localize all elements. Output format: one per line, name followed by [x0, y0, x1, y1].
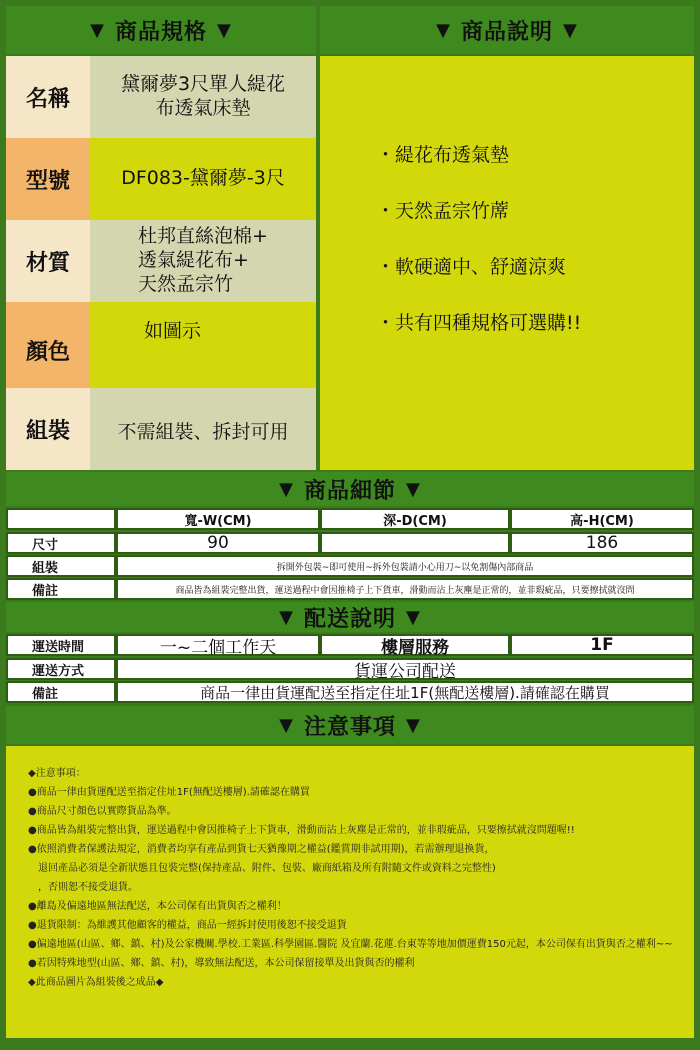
shipping-remark-label: 備註 [6, 681, 116, 703]
spec-value-material: 杜邦直絲泡棉+ 透氣緹花布+ 天然孟宗竹 [90, 220, 316, 302]
spec-label-color: 顏色 [6, 302, 90, 388]
shipping-table [6, 634, 694, 704]
spec-label-model: 型號 [6, 138, 90, 220]
note-item: ●退貨限制：為維護其他顧客的權益，商品一經拆封使用後恕不接受退貨 [28, 920, 347, 931]
shipping-floor-label: 樓層服務 [320, 634, 510, 656]
shipping-time-label: 運送時間 [6, 634, 116, 656]
down-triangle-icon: ▼ [217, 19, 232, 41]
note-item: ◆此商品圖片為組裝後之成品◆ [28, 977, 164, 988]
shipping-time-value: 一~二個工作天 [116, 634, 320, 656]
down-triangle-icon: ▼ [406, 478, 421, 500]
shipping-remark-value: 商品一律由貨運配送至指定住址1F(無配送樓層).請確認在購買 [116, 681, 694, 703]
spec-value-assembly: 不需組裝、拆封可用 [90, 388, 316, 470]
note-item: ●偏遠地區(山區、鄉、鎮、村)及公家機關.學校.工業區.科學園區.醫院 及宜蘭.花蓮.台東等等地加價運費150元起，本公司保有出貨與否之權利~~ [28, 939, 673, 950]
detail-size-label: 尺寸 [6, 532, 116, 554]
detail-assembly-label: 組裝 [6, 555, 116, 577]
shipping-header: ▼ 配送說明 ▼ [6, 602, 694, 632]
detail-col-w: 寬-W(CM) [116, 508, 320, 530]
down-triangle-icon: ▼ [406, 606, 421, 628]
down-triangle-icon: ▼ [279, 606, 294, 628]
notes-header: ▼ 注意事項 ▼ [6, 706, 694, 744]
shipping-method-value: 貨運公司配送 [116, 658, 694, 680]
down-triangle-icon: ▼ [436, 19, 451, 41]
desc-item: ・天然孟宗竹蓆 [376, 199, 510, 222]
note-item: ●離島及偏遠地區無法配送，本公司保有出貨與否之權利！ [28, 901, 287, 912]
spec-value-color: 如圖示 [90, 302, 316, 388]
down-triangle-icon: ▼ [563, 19, 578, 41]
note-item: 退回產品必須是全新狀態且包裝完整(保持產品、附件、包裝、廠商紙箱及所有附隨文件或資料之完整性) [28, 863, 496, 874]
note-item: ●商品一律由貨運配送至指定住址1F(無配送樓層).請確認在購買 [28, 787, 310, 798]
detail-remark-label: 備註 [6, 578, 116, 600]
spec-value-name: 黛爾夢3尺單人緹花 布透氣床墊 [90, 56, 316, 138]
detail-assembly-value: 拆開外包裝~即可使用~拆外包裝請小心用刀~以免割傷內部商品 [116, 555, 694, 577]
note-item: ●若因特殊地型(山區、鄉、鎮、村)，導致無法配送，本公司保留接單及出貨與否的權利 [28, 958, 415, 969]
down-triangle-icon: ▼ [90, 19, 105, 41]
detail-table [6, 508, 694, 600]
spec-label-material: 材質 [6, 220, 90, 302]
note-item: ◆注意事項： [28, 768, 86, 779]
desc-header: ▼ 商品說明 ▼ [320, 6, 694, 54]
notes-list [6, 746, 694, 992]
note-item: ●商品皆為組裝完整出貨，運送過程中會因推椅子上下貨車，滑動而沾上灰塵是正常的，並非瑕疵品，只要擦拭就沒問題喔!! [28, 825, 575, 836]
detail-col-h: 高-H(CM) [510, 508, 694, 530]
spec-table [6, 56, 316, 470]
notes-panel [6, 746, 694, 1038]
down-triangle-icon: ▼ [406, 714, 421, 736]
desc-item: ・共有四種規格可選購!! [376, 311, 582, 334]
detail-header: ▼ 商品細節 ▼ [6, 472, 694, 506]
spec-label-name: 名稱 [6, 56, 90, 138]
desc-list [376, 125, 581, 349]
down-triangle-icon: ▼ [279, 478, 294, 500]
detail-width-value: 90 [116, 532, 320, 554]
note-item: ●商品尺寸顏色以實際貨品為準。 [28, 806, 177, 817]
desc-item: ・緹花布透氣墊 [376, 143, 510, 166]
detail-height-value: 186 [510, 532, 694, 554]
shipping-floor-value: 1F [510, 634, 694, 656]
note-item: ●依照消費者保護法規定，消費者均享有產品到貨七天猶豫期之權益(鑑賞期非試用期)，若需辦理退換貨， [28, 844, 495, 855]
note-item: ，否則恕不接受退貨。 [28, 882, 138, 893]
shipping-method-label: 運送方式 [6, 658, 116, 680]
detail-remark-value: 商品皆為組裝完整出貨，運送過程中會因推椅子上下貨車，滑動而沾上灰塵是正常的，並非瑕疵品，只要擦拭就沒問 [116, 578, 694, 600]
detail-depth-value [320, 532, 510, 554]
spec-label-assembly: 組裝 [6, 388, 90, 470]
desc-panel [320, 56, 694, 470]
down-triangle-icon: ▼ [279, 714, 294, 736]
detail-corner [6, 508, 116, 530]
spec-value-model: DF083-黛爾夢-3尺 [90, 138, 316, 220]
desc-item: ・軟硬適中、舒適涼爽 [376, 255, 567, 278]
spec-header: ▼ 商品規格 ▼ [6, 6, 316, 54]
detail-col-d: 深-D(CM) [320, 508, 510, 530]
